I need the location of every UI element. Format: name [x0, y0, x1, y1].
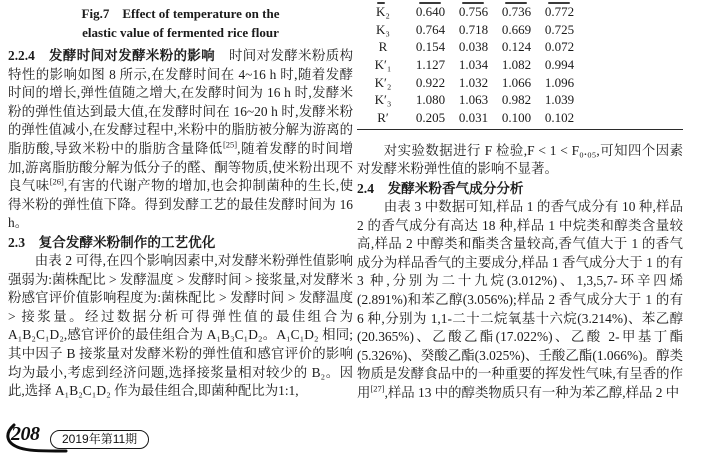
section-2-4-heading: 2.4 发酵米粉香气成分分析: [357, 181, 524, 196]
section-2-4-body: 由表 3 中数据可知,样品 1 的香气成分有 10 种,样品 2 的香气成分有高达 18 种,样品 1 中烷类和醇类含量较高,样品 2 中醇类和酯类含量较高,香气值大于 1 的香气成分为样品香气的主要成分,样品 1 香气成分大于 1 的有 3 种,分别为二十九烷(3.012%)、1,3,5,7-环辛四烯(2.891%)和苯乙醇(3.056%);样品 2 香气成分大于 1 的有 6 种,分别为 1,1-二十二烷氧基十六烷(3.214%)、苯乙醇(20.365%)、乙酸乙酯(17.022%)、乙酸 2-甲基丁酯(5.326%)、癸酸乙酯(3.025%)、壬酸乙酯(1.066%)。醇类物质是发酵食品中的一种重要的挥发性气味,有呈香的作用[27],样品 13 中的醇类物质只有一种为苯乙醇,样品 2 中: [357, 199, 683, 400]
table-body: [357, 3, 683, 127]
table-row-label: K₂: [376, 3, 390, 19]
table-row: [357, 21, 683, 39]
table-row: [357, 56, 683, 74]
table-cell: 0.718: [458, 21, 489, 37]
table-cell: 0.982: [501, 92, 532, 108]
section-2-3-heading: 2.3 复合发酵米粉制作的工艺优化: [8, 234, 216, 250]
table-cell: 1.096: [544, 74, 575, 90]
table-cell: 1.082: [501, 56, 532, 72]
left-column: [8, 4, 353, 401]
table-row: [357, 38, 683, 56]
table-row: [357, 3, 683, 21]
table-cell: 1.066: [501, 74, 532, 90]
table-cell: 1.034: [458, 56, 489, 72]
table-cell: 0.640: [415, 3, 446, 19]
table-cell: 0.154: [415, 39, 446, 55]
table-row-label: R′: [377, 109, 389, 125]
clipped-table-row-fragment: [377, 2, 385, 4]
table-cell: 1.032: [458, 74, 489, 90]
table-cell: 0.205: [415, 109, 446, 125]
table-row-label: R: [378, 39, 388, 55]
table-row: [357, 74, 683, 92]
table-cell: 0.736: [501, 3, 532, 19]
figure-caption: [8, 4, 353, 42]
section-2-2-4-heading: 2.2.4 发酵时间对发酵米粉的影响: [8, 48, 229, 63]
table-cell: 0.772: [544, 3, 575, 19]
table-cell: 0.725: [544, 21, 575, 37]
table-cell: 0.756: [458, 3, 489, 19]
table-cell: 0.764: [415, 21, 446, 37]
table-cell: 1.080: [415, 92, 446, 108]
table-cell: 1.063: [458, 92, 489, 108]
clipped-table-row-fragment: [505, 2, 527, 4]
section-2-2-4-paragraph: [8, 47, 353, 233]
orthogonal-analysis-table: [357, 3, 683, 130]
right-column: [357, 0, 683, 403]
table-row-label: K′₃: [374, 92, 392, 108]
page-number: 208: [11, 423, 40, 445]
clipped-table-row-fragment: [462, 2, 484, 4]
table-row-label: K′₁: [374, 56, 392, 72]
table-cell: 0.922: [415, 74, 446, 90]
clipped-table-row-fragment: [548, 2, 570, 4]
clipped-table-row-fragment: [419, 2, 441, 4]
figure-caption-line1: Fig.7 Effect of temperature on the: [81, 6, 280, 21]
f-test-paragraph: 对实验数据进行 F 检验,F < 1 < F₀.₀₅,可知四个因素对发酵米粉弹性值的影响不显著。: [357, 142, 683, 177]
table-cell: 0.031: [458, 109, 489, 125]
table-row-label: K′₂: [374, 74, 392, 90]
figure-caption-line2: elastic value of fermented rice flour: [82, 25, 279, 40]
issue-badge: 2019年第11期: [50, 430, 149, 449]
table-cell: 0.100: [501, 109, 532, 125]
table-cell: 0.038: [458, 39, 489, 55]
table-cell: 0.994: [544, 56, 575, 72]
section-2-2-4-body: 时间对发酵米粉质构特性的影响如图 8 所示,在发酵时间在 4~16 h 时,随着发酵时间的增长,弹性值随之增大,在发酵时间为 16 h 时,发酵米粉的弹性值达到最大值,在发酵时间在 16~20 h 时,发酵米粉的弹性值减小,在发酵过程中,米粉中的脂肪被分解为游离的脂肪酸,导致米粉中的脂肪含量降低[25],随着发酵的时间增加,游离脂肪酸分解为低分子的醛、酮等物质,使米粉出现不良气味[26],有害的代谢产物的增加,也会抑制菌种的生长,使得米粉的弹性值下降。得到发酵工艺的最佳发酵时间为 16 h。: [8, 48, 354, 231]
table-cell: 1.039: [544, 92, 575, 108]
table-row: [357, 91, 683, 109]
table-cell: 0.669: [501, 21, 532, 37]
table-cell: 0.072: [544, 39, 575, 55]
table-bottom-rule: [357, 129, 683, 130]
section-2-3-body: 由表 2 可得,在四个影响因素中,对发酵米粉弹性值影响强弱为:菌株配比 > 发酵温度 > 发酵时间 > 接浆量,对发酵米粉感官评价值影响程度为:菌株配比 > 发酵时间 > 发酵温度 > 接浆量。经过数据分析可得弹性值的最佳组合为 A₁B₂C₁D₂,感官评价的最佳组合为 A₁B₃C₁D₂。A₁C₁D₂ 相同;其中因子 B 接浆量对发酵米粉的弹性值和感官评价的影响均为最小,考虑到经济问题,选择接浆量相对较少的 B₂。因此,选择 A₁B₂C₁D₂ 作为最佳组合,即菌种配比为1:1,: [8, 252, 353, 399]
table-cell: 1.127: [415, 56, 446, 72]
page-footer: [4, 423, 189, 455]
table-cell: 0.102: [544, 109, 575, 125]
table-row: [357, 109, 683, 127]
table-row-label: K₃: [376, 21, 390, 37]
table-cell: 0.124: [501, 39, 532, 55]
